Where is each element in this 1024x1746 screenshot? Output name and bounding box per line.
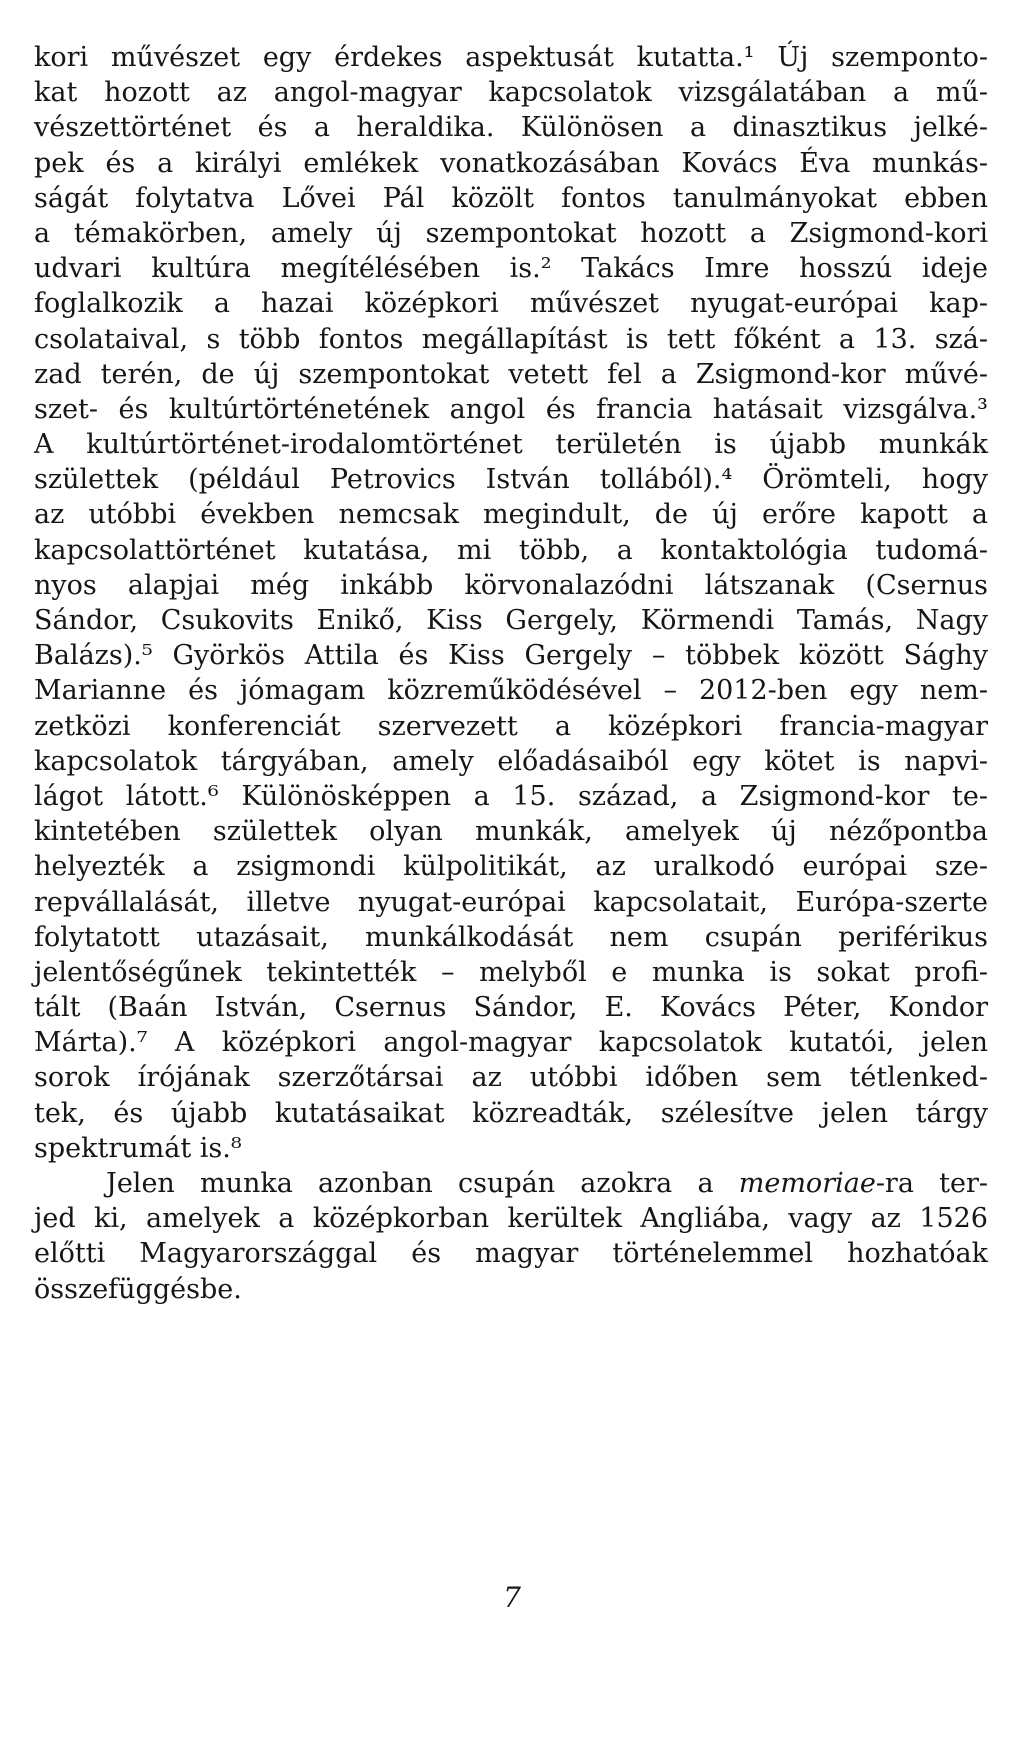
text-segment: Jelen munka azonban csupán azokra a: [106, 1168, 739, 1199]
text-line: kat hozott az angol-magyar kapcsolatok vizsgálatában a mű-: [34, 77, 988, 109]
text-line: kapcsolattörténet kutatása, mi több, a kontaktológia tudomá-: [34, 534, 988, 566]
text-line: zetközi konferenciát szervezett a középkori francia-magyar: [34, 710, 988, 742]
text-line: helyezték a zsigmondi külpolitikát, az uralkodó európai sze-: [34, 851, 988, 883]
text-line: Balázs).⁵ Györkös Attila és Kiss Gergely – többek között Sághy: [34, 640, 988, 672]
page-number: 7: [503, 1581, 521, 1614]
text-line: pek és a királyi emlékek vonatkozásában Kovács Éva munkás-: [34, 147, 988, 179]
text-line: zad terén, de új szempontokat vetett fel a Zsigmond-kor művé-: [34, 358, 988, 390]
text-line: ságát folytatva Lővei Pál közölt fontos tanulmányokat ebben: [34, 182, 988, 214]
text-line: előtti Magyarországgal és magyar történelemmel hozhatóak: [34, 1238, 988, 1270]
text-line: kori művészet egy érdekes aspektusát kutatta.¹ Új szemponto-: [34, 42, 988, 73]
text-line: lágot látott.⁶ Különösképpen a 15. század, a Zsigmond-kor te-: [34, 780, 988, 812]
italic-term: memoriae: [738, 1168, 876, 1199]
text-line: vészettörténet és a heraldika. Különösen a dinasztikus jelké-: [34, 112, 988, 144]
page-body: [34, 40, 988, 1307]
text-line: A kultúrtörténet-irodalomtörténet területén is újabb munkák: [34, 429, 988, 461]
text-line: kapcsolatok tárgyában, amely előadásaiból egy kötet is napvi-: [34, 745, 988, 777]
text-line: Sándor, Csukovits Enikő, Kiss Gergely, Körmendi Tamás, Nagy: [34, 605, 988, 636]
text-line: az utóbbi években nemcsak megindult, de új erőre kapott a: [34, 499, 988, 531]
text-line: tek, és újabb kutatásaikat közreadták, szélesítve jelen tárgy: [34, 1097, 988, 1129]
text-line: jelentőségűnek tekintették – melyből e munka is sokat profi-: [34, 956, 988, 988]
text-line: [34, 1166, 988, 1201]
text-line: nyos alapjai még inkább körvonalazódni látszanak (Csernus: [34, 569, 988, 601]
text-line: udvari kultúra megítélésében is.² Takács Imre hosszú ideje: [34, 253, 988, 285]
text-line: kintetében születtek olyan munkák, amelyek új nézőpontba: [34, 816, 988, 848]
text-segment: -ra ter-: [875, 1168, 988, 1199]
text-line: a témakörben, amely új szempontokat hozott a Zsigmond-kori: [34, 217, 988, 249]
text-line: spektrumát is.⁸: [34, 1132, 242, 1164]
text-line: születtek (például Petrovics István tollából).⁴ Örömteli, hogy: [34, 464, 988, 496]
paragraph-1: [34, 40, 988, 1166]
text-line: Marianne és jómagam közreműködésével – 2012-ben egy nem-: [34, 675, 988, 707]
text-line: csolataival, s több fontos megállapítást is tett főként a 13. szá-: [34, 323, 988, 355]
text-line: szet- és kultúrtörténetének angol és francia hatásait vizsgálva.³: [34, 393, 988, 425]
text-line: tált (Baán István, Csernus Sándor, E. Kovács Péter, Kondor: [34, 992, 988, 1024]
paragraph-2: [34, 1166, 988, 1307]
text-line: repvállalását, illetve nyugat-európai kapcsolatait, Európa-szerte: [34, 886, 988, 918]
text-line: jed ki, amelyek a középkorban kerültek Angliába, vagy az 1526: [34, 1203, 988, 1235]
text-line: foglalkozik a hazai középkori művészet nyugat-európai kap-: [34, 288, 988, 320]
text-line: sorok írójának szerzőtársai az utóbbi időben sem tétlenked-: [34, 1062, 988, 1094]
text-line: folytatott utazásait, munkálkodását nem csupán periférikus: [34, 921, 988, 953]
text-line: Márta).⁷ A középkori angol-magyar kapcsolatok kutatói, jelen: [34, 1027, 988, 1059]
text-line: összefüggésbe.: [34, 1273, 242, 1305]
